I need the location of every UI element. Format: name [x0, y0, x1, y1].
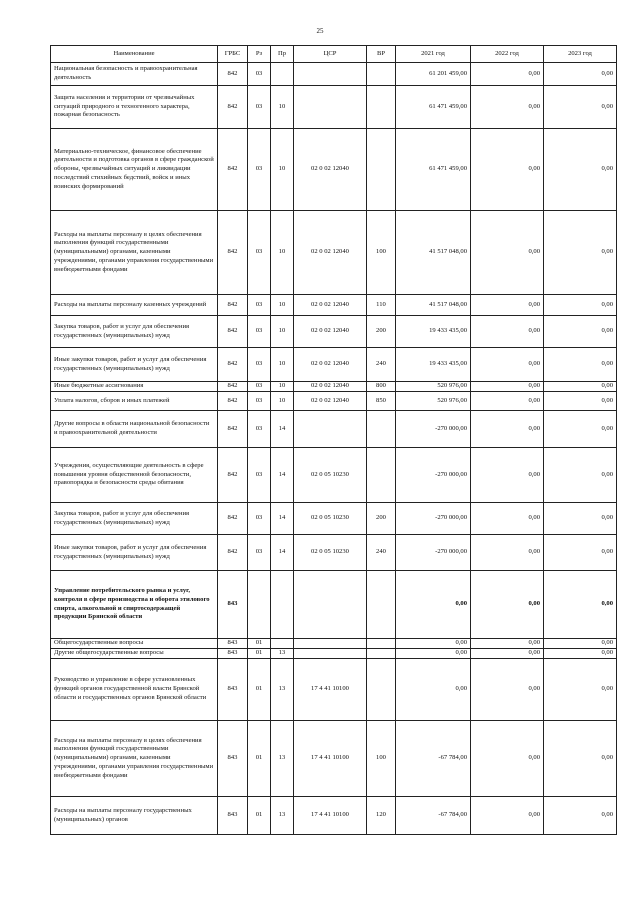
- row-2021: 61 471 459,00: [396, 129, 471, 211]
- row-pr: 14: [271, 411, 294, 448]
- row-csr: [294, 411, 367, 448]
- row-vr: [367, 659, 396, 721]
- row-vr: [367, 411, 396, 448]
- row-2022: 0,00: [471, 448, 544, 503]
- row-grbs: 842: [218, 316, 248, 348]
- row-grbs: 843: [218, 721, 248, 797]
- row-name: Иные закупки товаров, работ и услуг для обеспечения государственных (муниципальных) нужд: [51, 348, 218, 382]
- row-2021: 520 976,00: [396, 382, 471, 392]
- row-csr: 02 0 02 12040: [294, 392, 367, 411]
- row-rz: 03: [248, 316, 271, 348]
- table-row: [51, 721, 617, 797]
- row-2021: 41 517 048,00: [396, 211, 471, 295]
- row-2021: -270 000,00: [396, 535, 471, 571]
- row-name: Уплата налогов, сборов и иных платежей: [51, 392, 218, 411]
- row-2023: 0,00: [544, 295, 617, 316]
- row-pr: 14: [271, 448, 294, 503]
- row-pr: 13: [271, 721, 294, 797]
- row-2023: 0,00: [544, 503, 617, 535]
- row-grbs: 842: [218, 392, 248, 411]
- row-2022: 0,00: [471, 797, 544, 835]
- row-vr: 100: [367, 721, 396, 797]
- row-2021: 0,00: [396, 639, 471, 649]
- row-rz: 03: [248, 392, 271, 411]
- row-vr: 850: [367, 392, 396, 411]
- row-grbs: 842: [218, 211, 248, 295]
- table-row: [51, 535, 617, 571]
- row-2023: 0,00: [544, 649, 617, 659]
- table-row: [51, 639, 617, 649]
- row-2023: 0,00: [544, 63, 617, 86]
- row-2021: 61 471 459,00: [396, 86, 471, 129]
- row-2021: -67 784,00: [396, 797, 471, 835]
- row-name: Национальная безопасность и правоохранительная деятельность: [51, 63, 218, 86]
- row-pr: 10: [271, 211, 294, 295]
- table-header-row: [51, 46, 617, 63]
- row-grbs: 842: [218, 63, 248, 86]
- row-grbs: 842: [218, 86, 248, 129]
- header-2023: 2023 год: [544, 46, 617, 63]
- table-row: [51, 295, 617, 316]
- row-2022: 0,00: [471, 571, 544, 639]
- row-pr: 10: [271, 129, 294, 211]
- row-csr: 02 0 05 10230: [294, 503, 367, 535]
- row-2023: 0,00: [544, 535, 617, 571]
- table-row: [51, 448, 617, 503]
- row-csr: 17 4 41 10100: [294, 659, 367, 721]
- row-rz: 01: [248, 659, 271, 721]
- page-number: 25: [316, 27, 324, 35]
- table-row: [51, 211, 617, 295]
- row-2023: 0,00: [544, 348, 617, 382]
- row-rz: 01: [248, 797, 271, 835]
- header-2021: 2021 год: [396, 46, 471, 63]
- row-rz: 03: [248, 295, 271, 316]
- row-rz: 03: [248, 63, 271, 86]
- table-row: [51, 129, 617, 211]
- row-2021: -67 784,00: [396, 721, 471, 797]
- table-row: [51, 571, 617, 639]
- row-name: Материально-техническое, финансовое обеспечение деятельности и подготовка органов в сфере гражданской обороны, чрезвычайных ситуаций и ликвидации последствий стихийных бедствий, войск и иных воинских формирований: [51, 129, 218, 211]
- row-grbs: 842: [218, 448, 248, 503]
- row-2022: 0,00: [471, 535, 544, 571]
- row-pr: [271, 63, 294, 86]
- row-csr: 02 0 02 12040: [294, 211, 367, 295]
- row-csr: [294, 649, 367, 659]
- row-2022: 0,00: [471, 295, 544, 316]
- row-grbs: 842: [218, 535, 248, 571]
- row-grbs: 843: [218, 659, 248, 721]
- table-row: [51, 392, 617, 411]
- header-pr: Пр: [271, 46, 294, 63]
- row-vr: [367, 571, 396, 639]
- row-vr: [367, 639, 396, 649]
- row-pr: 10: [271, 316, 294, 348]
- row-vr: 240: [367, 535, 396, 571]
- row-name: Другие вопросы в области национальной безопасности и правоохранительной деятельности: [51, 411, 218, 448]
- row-vr: 110: [367, 295, 396, 316]
- row-rz: 03: [248, 382, 271, 392]
- row-vr: [367, 649, 396, 659]
- row-csr: [294, 571, 367, 639]
- row-vr: 100: [367, 211, 396, 295]
- row-name: Учреждения, осуществляющие деятельность в сфере повышения уровня общественной безопасности, правопорядка и безопасности среды обитания: [51, 448, 218, 503]
- row-pr: 10: [271, 348, 294, 382]
- header-vr: ВР: [367, 46, 396, 63]
- row-name: Расходы на выплаты персоналу в целях обеспечения выполнения функций государственными (муниципальными) органами, казенными учреждениями, органами управления государственными внебюджетными фондами: [51, 211, 218, 295]
- row-name: Расходы на выплаты персоналу государственных (муниципальных) органов: [51, 797, 218, 835]
- row-vr: [367, 63, 396, 86]
- row-csr: 02 0 02 12040: [294, 295, 367, 316]
- row-name: Защита населения и территории от чрезвычайных ситуаций природного и техногенного характера, пожарная безопасность: [51, 86, 218, 129]
- row-grbs: 842: [218, 411, 248, 448]
- row-2023: 0,00: [544, 316, 617, 348]
- row-2023: 0,00: [544, 392, 617, 411]
- row-pr: 10: [271, 382, 294, 392]
- row-csr: [294, 639, 367, 649]
- row-rz: 03: [248, 448, 271, 503]
- row-2022: 0,00: [471, 316, 544, 348]
- table-row: [51, 411, 617, 448]
- row-vr: 200: [367, 316, 396, 348]
- row-2023: 0,00: [544, 571, 617, 639]
- row-csr: 02 0 05 10230: [294, 448, 367, 503]
- row-2021: 61 201 459,00: [396, 63, 471, 86]
- header-2022: 2022 год: [471, 46, 544, 63]
- row-csr: [294, 63, 367, 86]
- row-2023: 0,00: [544, 382, 617, 392]
- row-name: Расходы на выплаты персоналу казенных учреждений: [51, 295, 218, 316]
- row-2022: 0,00: [471, 348, 544, 382]
- row-2021: 19 433 435,00: [396, 316, 471, 348]
- row-2021: 41 517 048,00: [396, 295, 471, 316]
- row-name: Иные закупки товаров, работ и услуг для обеспечения государственных (муниципальных) нужд: [51, 535, 218, 571]
- row-2022: 0,00: [471, 63, 544, 86]
- row-2022: 0,00: [471, 659, 544, 721]
- row-csr: 02 0 02 12040: [294, 382, 367, 392]
- row-pr: [271, 639, 294, 649]
- row-2022: 0,00: [471, 721, 544, 797]
- header-grbs: ГРБС: [218, 46, 248, 63]
- row-name: Закупка товаров, работ и услуг для обеспечения государственных (муниципальных) нужд: [51, 503, 218, 535]
- row-vr: [367, 129, 396, 211]
- row-2023: 0,00: [544, 659, 617, 721]
- row-rz: 03: [248, 86, 271, 129]
- row-vr: [367, 86, 396, 129]
- row-2021: -270 000,00: [396, 503, 471, 535]
- row-name: Общегосударственные вопросы: [51, 639, 218, 649]
- row-grbs: 842: [218, 348, 248, 382]
- row-name: Управление потребительского рынка и услуг, контроля в сфере производства и оборота этилового спирта, алкогольной и спиртосодержащей продукции Брянской области: [51, 571, 218, 639]
- row-2022: 0,00: [471, 86, 544, 129]
- row-grbs: 842: [218, 129, 248, 211]
- table-row: [51, 382, 617, 392]
- row-2022: 0,00: [471, 392, 544, 411]
- row-2021: -270 000,00: [396, 448, 471, 503]
- row-2022: 0,00: [471, 503, 544, 535]
- row-grbs: 842: [218, 295, 248, 316]
- budget-table: [50, 45, 617, 835]
- row-grbs: 843: [218, 571, 248, 639]
- row-2023: 0,00: [544, 129, 617, 211]
- row-pr: 10: [271, 295, 294, 316]
- row-rz: 03: [248, 348, 271, 382]
- row-vr: 240: [367, 348, 396, 382]
- row-2022: 0,00: [471, 639, 544, 649]
- table-row: [51, 86, 617, 129]
- row-2022: 0,00: [471, 129, 544, 211]
- header-csr: ЦСР: [294, 46, 367, 63]
- row-2021: 0,00: [396, 659, 471, 721]
- row-2023: 0,00: [544, 639, 617, 649]
- row-rz: 03: [248, 411, 271, 448]
- row-csr: 17 4 41 10100: [294, 797, 367, 835]
- table-row: [51, 503, 617, 535]
- row-pr: 14: [271, 503, 294, 535]
- row-name: Иные бюджетные ассигнования: [51, 382, 218, 392]
- row-2022: 0,00: [471, 211, 544, 295]
- row-rz: 03: [248, 503, 271, 535]
- row-pr: 13: [271, 659, 294, 721]
- row-2023: 0,00: [544, 448, 617, 503]
- row-csr: 17 4 41 10100: [294, 721, 367, 797]
- row-grbs: 843: [218, 797, 248, 835]
- row-grbs: 842: [218, 382, 248, 392]
- row-name: Другие общегосударственные вопросы: [51, 649, 218, 659]
- row-pr: 14: [271, 535, 294, 571]
- table-row: [51, 63, 617, 86]
- table-row: [51, 348, 617, 382]
- row-rz: 03: [248, 211, 271, 295]
- header-rz: Рз: [248, 46, 271, 63]
- row-csr: 02 0 02 12040: [294, 129, 367, 211]
- row-2023: 0,00: [544, 411, 617, 448]
- row-2022: 0,00: [471, 411, 544, 448]
- table-row: [51, 797, 617, 835]
- row-2023: 0,00: [544, 721, 617, 797]
- row-rz: 01: [248, 721, 271, 797]
- row-pr: 13: [271, 797, 294, 835]
- row-csr: [294, 86, 367, 129]
- header-name: Наименование: [51, 46, 218, 63]
- row-pr: [271, 571, 294, 639]
- table-row: [51, 659, 617, 721]
- row-2022: 0,00: [471, 382, 544, 392]
- row-grbs: 843: [218, 639, 248, 649]
- row-pr: 10: [271, 86, 294, 129]
- row-2021: -270 000,00: [396, 411, 471, 448]
- row-rz: 03: [248, 535, 271, 571]
- row-pr: 10: [271, 392, 294, 411]
- row-2021: 0,00: [396, 649, 471, 659]
- row-vr: 800: [367, 382, 396, 392]
- row-vr: 200: [367, 503, 396, 535]
- row-rz: 01: [248, 639, 271, 649]
- row-rz: [248, 571, 271, 639]
- row-csr: 02 0 05 10230: [294, 535, 367, 571]
- row-name: Руководство и управление в сфере установленных функций органов государственной власти Брянской области и государственных органов Брянской области: [51, 659, 218, 721]
- row-name: Закупка товаров, работ и услуг для обеспечения государственных (муниципальных) нужд: [51, 316, 218, 348]
- row-2021: 0,00: [396, 571, 471, 639]
- row-2023: 0,00: [544, 86, 617, 129]
- row-csr: 02 0 02 12040: [294, 316, 367, 348]
- table-row: [51, 649, 617, 659]
- table-row: [51, 316, 617, 348]
- row-csr: 02 0 02 12040: [294, 348, 367, 382]
- row-vr: 120: [367, 797, 396, 835]
- row-2022: 0,00: [471, 649, 544, 659]
- row-grbs: 843: [218, 649, 248, 659]
- row-2021: 19 433 435,00: [396, 348, 471, 382]
- row-2023: 0,00: [544, 211, 617, 295]
- row-grbs: 842: [218, 503, 248, 535]
- row-2023: 0,00: [544, 797, 617, 835]
- row-name: Расходы на выплаты персоналу в целях обеспечения выполнения функций государственными (муниципальными) органами, казенными учреждениями, органами управления государственными внебюджетными фондами: [51, 721, 218, 797]
- row-rz: 01: [248, 649, 271, 659]
- row-pr: 13: [271, 649, 294, 659]
- row-2021: 520 976,00: [396, 392, 471, 411]
- row-rz: 03: [248, 129, 271, 211]
- row-vr: [367, 448, 396, 503]
